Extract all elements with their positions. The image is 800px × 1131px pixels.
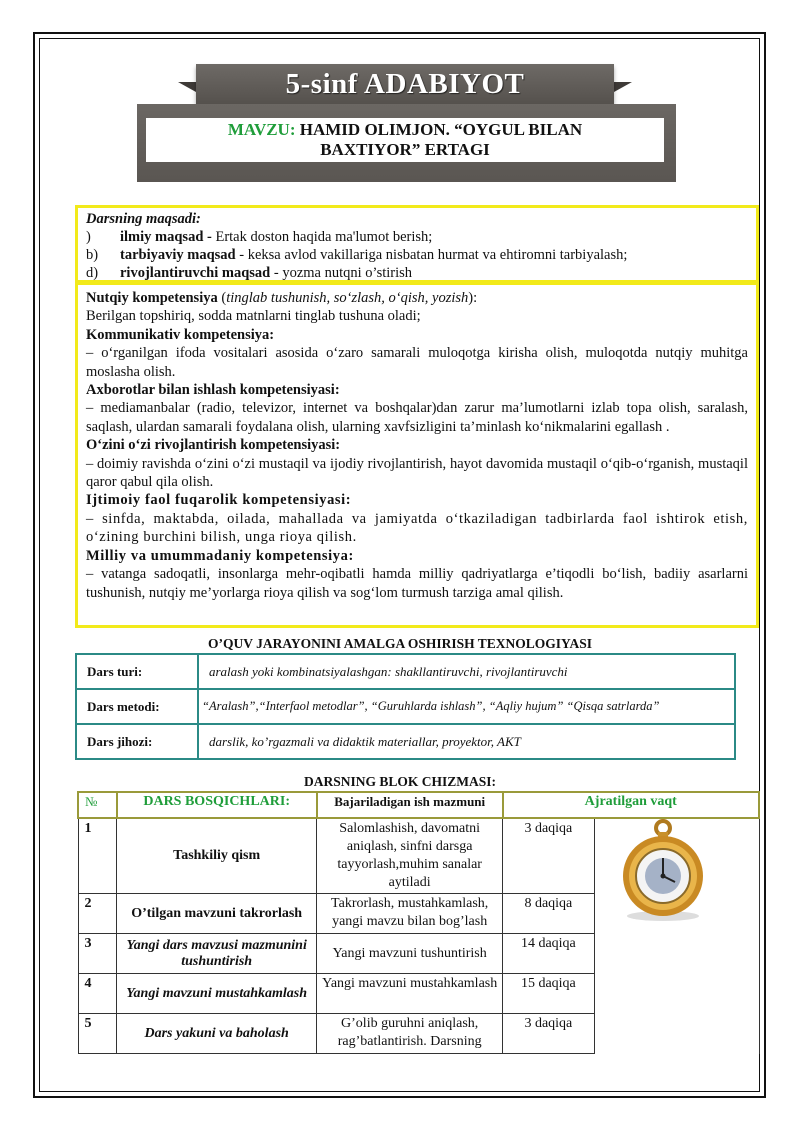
row-work: G’olib guruhni aniqlash, rag’batlantirish. Darsning [317, 1014, 503, 1054]
banner-fold-left [178, 82, 196, 92]
competency-text: – mediamanbalar (radio, televizor, internet va boshqalar)dan zarur ma’lumotlarni izlab topa olish, saralash, saqlash, ulardan samarali foydalana olish, ularning xavfsizligini ta’minlash ko‘nikmalarini egallash . [86, 400, 748, 435]
competency-speech [86, 289, 748, 307]
competency-title: O‘zini o‘zi rivojlantirish kompetensiyasi: [86, 437, 341, 454]
row-work: Yangi mavzuni mustahkamlash [317, 974, 503, 1014]
goal-mark: ) [86, 229, 91, 245]
goal-text: Ertak doston haqida ma'lumot berish; [211, 229, 433, 245]
goal-text: - keksa avlod vakillariga nisbatan hurmat va ehtiromni tarbiyalash; [235, 247, 628, 263]
topic-line1: HAMID OLIMJON. “OYGUL BILAN [299, 120, 583, 139]
competency-text: – vatanga sadoqatli, insonlarga mehr-oqibatli hamda milliy qadriyatlarga e’tiqodli bo‘lish, badiiy asarlarni tushunish, nutqiy me’yorlarga rioya qilish va sog‘lom turmush tarziga amal qilish. [86, 566, 748, 601]
table-row [76, 689, 735, 724]
row-time: 15 daqiqa [503, 974, 595, 1014]
goal-item [86, 246, 748, 264]
goal-item [86, 228, 748, 246]
col-header-stage: DARS BOSQICHLARI: [117, 792, 317, 818]
col-header-num: № [78, 792, 117, 818]
row-time: 8 daqiqa [503, 894, 595, 934]
row-time: 3 daqiqa [503, 818, 595, 894]
row-label: Dars jihozi: [76, 724, 198, 759]
goals-heading: Darsning maqsadi: [86, 211, 201, 227]
row-label: Dars metodi: [76, 689, 198, 724]
row-stage: Dars yakuni va baholash [117, 1014, 317, 1054]
page-title: 5-sinf ADABIYOT [285, 68, 525, 100]
row-num: 2 [78, 894, 117, 934]
row-work: Takrorlash, mustahkamlash, yangi mavzu bilan bog’lash [317, 894, 503, 934]
competency-title: Kommunikativ kompetensiya: [86, 326, 275, 343]
row-stage: O’tilgan mavzuni takrorlash [117, 894, 317, 934]
row-stage: Yangi dars mavzusi mazmunini tushuntirish [117, 934, 317, 974]
row-work: Salomlashish, davomatni aniqlash, sinfni darsga tayyorlash,muhim sanalar aytiladi [317, 818, 503, 894]
goal-item [86, 264, 748, 282]
col-header-work: Bajariladigan ish mazmuni [317, 792, 503, 818]
goal-mark: d) [86, 265, 99, 281]
competency-title: Nutqiy kompetensiya [86, 290, 218, 306]
row-num: 3 [78, 934, 117, 974]
row-time: 3 daqiqa [503, 1014, 595, 1054]
row-time: 14 daqiqa [503, 934, 595, 974]
goal-text: - yozma nutqni o’stirish [270, 265, 413, 281]
goal-title: tarbiyaviy maqsad [120, 247, 236, 263]
competency-title: Milliy va umummadaniy kompetensiya: [86, 547, 354, 564]
row-num: 1 [78, 818, 117, 894]
topic-line2: BAXTIYOR” ERTAGI [320, 140, 490, 159]
row-num: 5 [78, 1014, 117, 1054]
competency-text: – sinfda, maktabda, oilada, mahallada va jamiyatda o‘tkaziladigan tadbirlarda faol ishtirok etish, o‘zining burchini bilish, unga rioya qilish. [86, 510, 748, 546]
row-value: aralash yoki kombinatsiyalashgan: shakllantiruvchi, rivojlantiruvchi [198, 654, 735, 689]
title-banner [196, 64, 614, 104]
competency-text: – o‘rganilgan ifoda vositalari asosida o‘zaro samarali muloqotga kirisha olish, muloqotda nutqiy muhitga moslasha olish. [86, 345, 748, 380]
row-num: 4 [78, 974, 117, 1014]
row-stage: Tashkiliy qism [117, 818, 317, 894]
goal-mark: b) [86, 247, 99, 263]
table-row [76, 724, 735, 759]
competency-text: Berilgan topshiriq, sodda matnlarni tinglab tushuna oladi; [86, 308, 421, 325]
topic-box [146, 118, 664, 162]
paren: ( [217, 290, 227, 306]
paren: ): [468, 290, 478, 306]
competency-text: – doimiy ravishda o‘zini o‘zi mustaqil va ijodiy rivojlantirish, hayot davomida mustaqil o‘qib-o‘rganish, mustaqil qaror qabul qila olish. [86, 455, 748, 491]
table-row [76, 654, 735, 689]
technology-heading: O’QUV JARAYONINI AMALGA OSHIRISH TEXNOLOGIYASI [207, 636, 593, 651]
competency-skills: tinglab tushunish, so‘zlash, o‘qish, yozish [226, 290, 469, 306]
competency-title: Axborotlar bilan ishlash kompetensiyasi: [86, 382, 340, 399]
col-header-time: Ajratilgan vaqt [503, 792, 759, 818]
technology-table [75, 653, 736, 760]
row-work: Yangi mavzuni tushuntirish [317, 934, 503, 974]
topic-label: MAVZU: [227, 120, 296, 139]
row-value: darslik, ko’rgazmali va didaktik materiallar, proyektor, AKT [198, 724, 735, 759]
lesson-goals-box [75, 205, 759, 283]
block-scheme-heading: DARSNING BLOK CHIZMASI: [303, 774, 497, 789]
row-stage: Yangi mavzuni mustahkamlash [117, 974, 317, 1014]
goal-title: rivojlantiruvchi maqsad [120, 265, 271, 281]
row-value: “Aralash”,“Interfaol metodlar”, “Guruhlarda ishlash”, “Aqliy hujum” “Qisqa satrlarda” [198, 689, 735, 724]
goal-title: ilmiy maqsad - [120, 229, 212, 245]
pocket-watch-icon [613, 818, 713, 922]
row-label: Dars turi: [76, 654, 198, 689]
competencies-box [75, 282, 759, 628]
banner-fold-right [614, 82, 632, 92]
table-header-row [78, 792, 759, 818]
competency-title: Ijtimoiy faol fuqarolik kompetensiyasi: [86, 492, 352, 509]
